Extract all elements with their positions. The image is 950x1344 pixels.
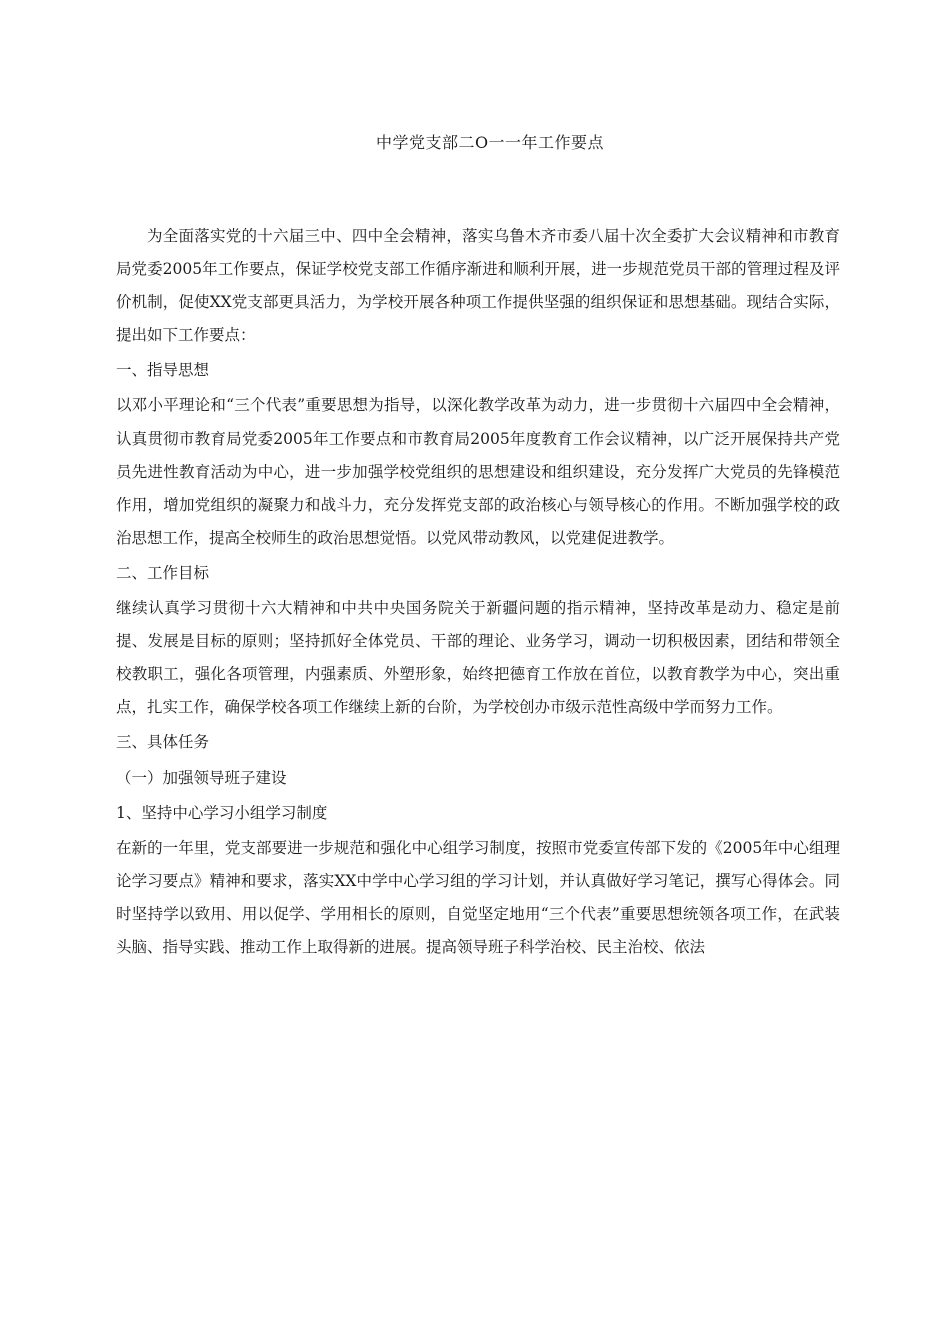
item-heading-study-system: 1、坚持中心学习小组学习制度 bbox=[116, 803, 328, 822]
section-heading-work-goals: 二、工作目标 bbox=[116, 563, 210, 582]
section-body-work-goals: 继续认真学习贯彻十六大精神和中共中央国务院关于新疆问题的指示精神，坚持改革是动力、稳定是前提、发展是目标的原则；坚持抓好全体党员、干部的理论、业务学习，调动一切积极因素，团结和带领全校教职工，强化各项管理，内强素质、外塑形象，始终把德育工作放在首位，以教育教学为中心，突出重点，扎实工作，确保学校各项工作继续上新的台阶，为学校创办市级示范性高级中学而努力工作。 bbox=[116, 599, 840, 717]
subsection-heading-leadership: （一）加强领导班子建设 bbox=[116, 768, 287, 787]
document-title: 中学党支部二O一一年工作要点 bbox=[375, 133, 605, 152]
item-body-study-system: 在新的一年里，党支部要进一步规范和强化中心组学习制度，按照市党委宣传部下发的《2005年中心组理论学习要点》精神和要求，落实XX中学中心学习组的学习计划，并认真做好学习笔记，撰写心得体会。同时坚持学以致用、用以促学、学用相长的原则，自觉坚定地用“三个代表”重要思想统领各项工作，在武装头脑、指导实践、推动工作上取得新的进展。提高领导班子科学治校、民主治校、依法 bbox=[116, 838, 840, 956]
document-body bbox=[116, 220, 840, 966]
section-heading-specific-tasks: 三、具体任务 bbox=[116, 733, 210, 752]
section-heading-guiding-ideology: 一、指导思想 bbox=[116, 361, 210, 380]
intro-paragraph: 为全面落实党的十六届三中、四中全会精神，落实乌鲁木齐市委八届十次全委扩大会议精神和市教育局党委2005年工作要点，保证学校党支部工作循序渐进和顺利开展，进一步规范党员干部的管理过程及评价机制，促使XX党支部更具活力，为学校开展各种项工作提供坚强的组织保证和思想基础。现结合实际，提出如下工作要点： bbox=[116, 227, 840, 345]
section-body-guiding-ideology: 以邓小平理论和“三个代表”重要思想为指导，以深化教学改革为动力，进一步贯彻十六届四中全会精神，认真贯彻市教育局党委2005年工作要点和市教育局2005年度教育工作会议精神，以广泛开展保持共产党员先进性教育活动为中心，进一步加强学校党组织的思想建设和组织建设，充分发挥广大党员的先锋模范作用，增加党组织的凝聚力和战斗力，充分发挥党支部的政治核心与领导核心的作用。不断加强学校的政治思想工作，提高全校师生的政治思想觉悟。以党风带动教风，以党建促进教学。 bbox=[116, 396, 840, 547]
